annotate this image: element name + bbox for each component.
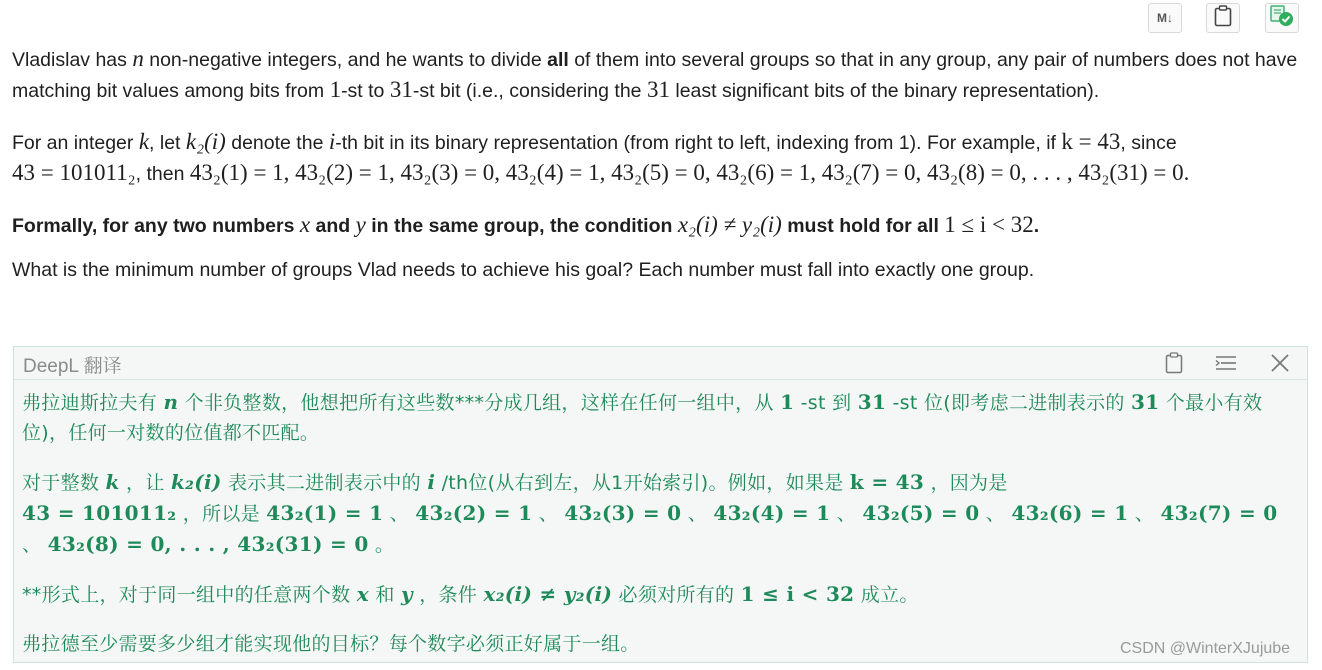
math-31: 31 xyxy=(857,390,887,414)
math-y: y xyxy=(400,582,413,606)
text: least significant bits of the binary representation). xyxy=(669,80,1100,102)
deepl-translation-panel xyxy=(13,346,1308,663)
math-x: x xyxy=(299,212,311,237)
translation-paragraph-2 xyxy=(22,467,1300,560)
statement-paragraph-2 xyxy=(12,127,1308,189)
translate-done-button[interactable] xyxy=(1265,3,1299,33)
deepl-title: DeepL 翻译 xyxy=(23,356,122,377)
text: Formally, for any two numbers xyxy=(12,215,300,237)
text: and xyxy=(310,215,356,237)
text: 和 xyxy=(368,584,401,606)
separator: 、 xyxy=(383,503,416,525)
text: 对于整数 xyxy=(22,472,106,494)
math-condition: x₂(i) ≠ y₂(i) xyxy=(677,212,782,237)
math-k: k xyxy=(138,129,150,154)
math-bit-values: 43₂(1) = 1, 43₂(2) = 1, 43₂(3) = 0, 43₂(4) = 1, 43₂(5) = 0, 43₂(6) = 1, 43₂(7) = 0, 43₂(8) = 0, . . . , 43₂(31) = 0. xyxy=(189,160,1190,185)
math-condition: x₂(i) ≠ y₂(i) xyxy=(483,582,613,606)
math-binary: 43 = 101011₂ xyxy=(12,160,136,185)
text: 必须对所有的 xyxy=(612,584,741,606)
text: /th位(从右到左，从1开始索引)。例如，如果是 xyxy=(435,472,850,494)
math-n: n xyxy=(163,390,179,414)
toolbar xyxy=(1148,3,1303,33)
math-bit-3: 43₂(3) = 0 xyxy=(564,501,682,525)
text: 成立。 xyxy=(854,584,919,606)
math-k: k xyxy=(105,470,120,494)
translation-paragraph-1 xyxy=(22,387,1300,448)
bold-all: all xyxy=(547,49,569,71)
copy-button[interactable] xyxy=(1206,3,1240,33)
math-k2i: k₂(i) xyxy=(185,129,226,154)
text: in the same group, the condition xyxy=(365,215,678,237)
text: 弗拉迪斯拉夫有 xyxy=(22,392,164,414)
text: -st to xyxy=(341,80,390,102)
math-n: n xyxy=(132,46,144,71)
math-x: x xyxy=(356,582,369,606)
separator: 、 xyxy=(22,534,48,556)
math-y: y xyxy=(355,212,366,237)
markdown-label: M↓ xyxy=(1157,11,1173,25)
text: non-negative integers, and he wants to divide xyxy=(143,49,548,71)
math-binary: 43 = 101011₂ xyxy=(22,501,177,525)
math-1: 1 xyxy=(329,77,342,102)
csdn-watermark: CSDN @WinterXJujube xyxy=(1120,640,1291,657)
math-bit-8-to-31: 43₂(8) = 0, . . . , 43₂(31) = 0 xyxy=(47,532,369,556)
math-31: 31 xyxy=(646,77,670,102)
markdown-button[interactable] xyxy=(1148,3,1182,33)
text: ，条件 xyxy=(412,584,484,606)
problem-statement xyxy=(12,44,1308,306)
text: 个非负整数，他想把所有这些数***分成几组，这样在任何一组中，从 xyxy=(178,392,781,414)
deepl-translation-body xyxy=(22,387,1300,670)
statement-paragraph-3 xyxy=(12,210,1308,241)
text: -st bit (i.e., considering the xyxy=(412,80,647,102)
translation-paragraph-4: 弗拉德至少需要多少组才能实现他的目标？每个数字必须正好属于一组。 xyxy=(22,633,640,655)
text: -st 到 xyxy=(794,392,858,414)
math-bit-7: 43₂(7) = 0 xyxy=(1160,501,1278,525)
math-bit-1: 43₂(1) = 1 xyxy=(266,501,384,525)
math-bit-5: 43₂(5) = 0 xyxy=(862,501,980,525)
text: , since xyxy=(1120,132,1177,154)
text: 表示其二进制表示中的 xyxy=(221,472,428,494)
text: must hold for all xyxy=(781,215,945,237)
translation-paragraph-3 xyxy=(22,579,1300,610)
clipboard-icon xyxy=(1214,5,1232,32)
math-1: 1 xyxy=(780,390,795,414)
math-bit-2: 43₂(2) = 1 xyxy=(415,501,533,525)
math-k2i: k₂(i) xyxy=(171,470,222,494)
text: 个最小有效位)，任何一对数的位值都不匹配。 xyxy=(22,392,1263,444)
text: denote the xyxy=(225,132,329,154)
math-k-43: k = 43 xyxy=(849,470,925,494)
clipboard-icon[interactable] xyxy=(1162,351,1186,375)
math-31: 31 xyxy=(389,77,413,102)
separator: 、 xyxy=(830,503,863,525)
math-31: 31 xyxy=(1131,390,1160,414)
text: ，所以是 xyxy=(176,503,267,525)
math-range: 1 ≤ i < 32 xyxy=(944,212,1034,237)
close-icon[interactable] xyxy=(1268,351,1292,375)
text: -th bit in its binary representation (from right to left, indexing from 1). For example, if xyxy=(335,132,1062,154)
separator: 、 xyxy=(532,503,565,525)
text: **形式上，对于同一组中的任意两个数 xyxy=(22,584,357,606)
math-i: i xyxy=(427,470,436,494)
separator: 、 xyxy=(681,503,714,525)
text: . xyxy=(1033,215,1040,237)
math-k-43: k = 43 xyxy=(1061,129,1121,154)
text: 。 xyxy=(368,534,395,556)
deepl-header xyxy=(14,347,1307,380)
text: -st 位(即考虑二进制表示的 xyxy=(886,392,1132,414)
text: of them into several groups so that in any group, any pair of numbers does not have matching bit values among bits from xyxy=(12,49,1298,102)
statement-paragraph-1 xyxy=(12,44,1308,106)
separator: 、 xyxy=(1128,503,1161,525)
separator: 、 xyxy=(979,503,1012,525)
text: , then xyxy=(135,163,190,185)
math-i: i xyxy=(328,129,336,154)
format-lines-icon[interactable] xyxy=(1214,351,1238,375)
math-bit-6: 43₂(6) = 1 xyxy=(1011,501,1129,525)
text: Vladislav has xyxy=(12,49,133,71)
statement-paragraph-4: What is the minimum number of groups Vlad needs to achieve his goal? Each number must fall into exactly one group. xyxy=(12,259,1035,281)
check-badge-icon xyxy=(1269,4,1295,33)
text: ，因为是 xyxy=(924,472,1008,494)
math-range: 1 ≤ i < 32 xyxy=(740,582,855,606)
text: ，让 xyxy=(119,472,171,494)
text: , let xyxy=(149,132,186,154)
text: For an integer xyxy=(12,132,139,154)
math-bit-4: 43₂(4) = 1 xyxy=(713,501,831,525)
